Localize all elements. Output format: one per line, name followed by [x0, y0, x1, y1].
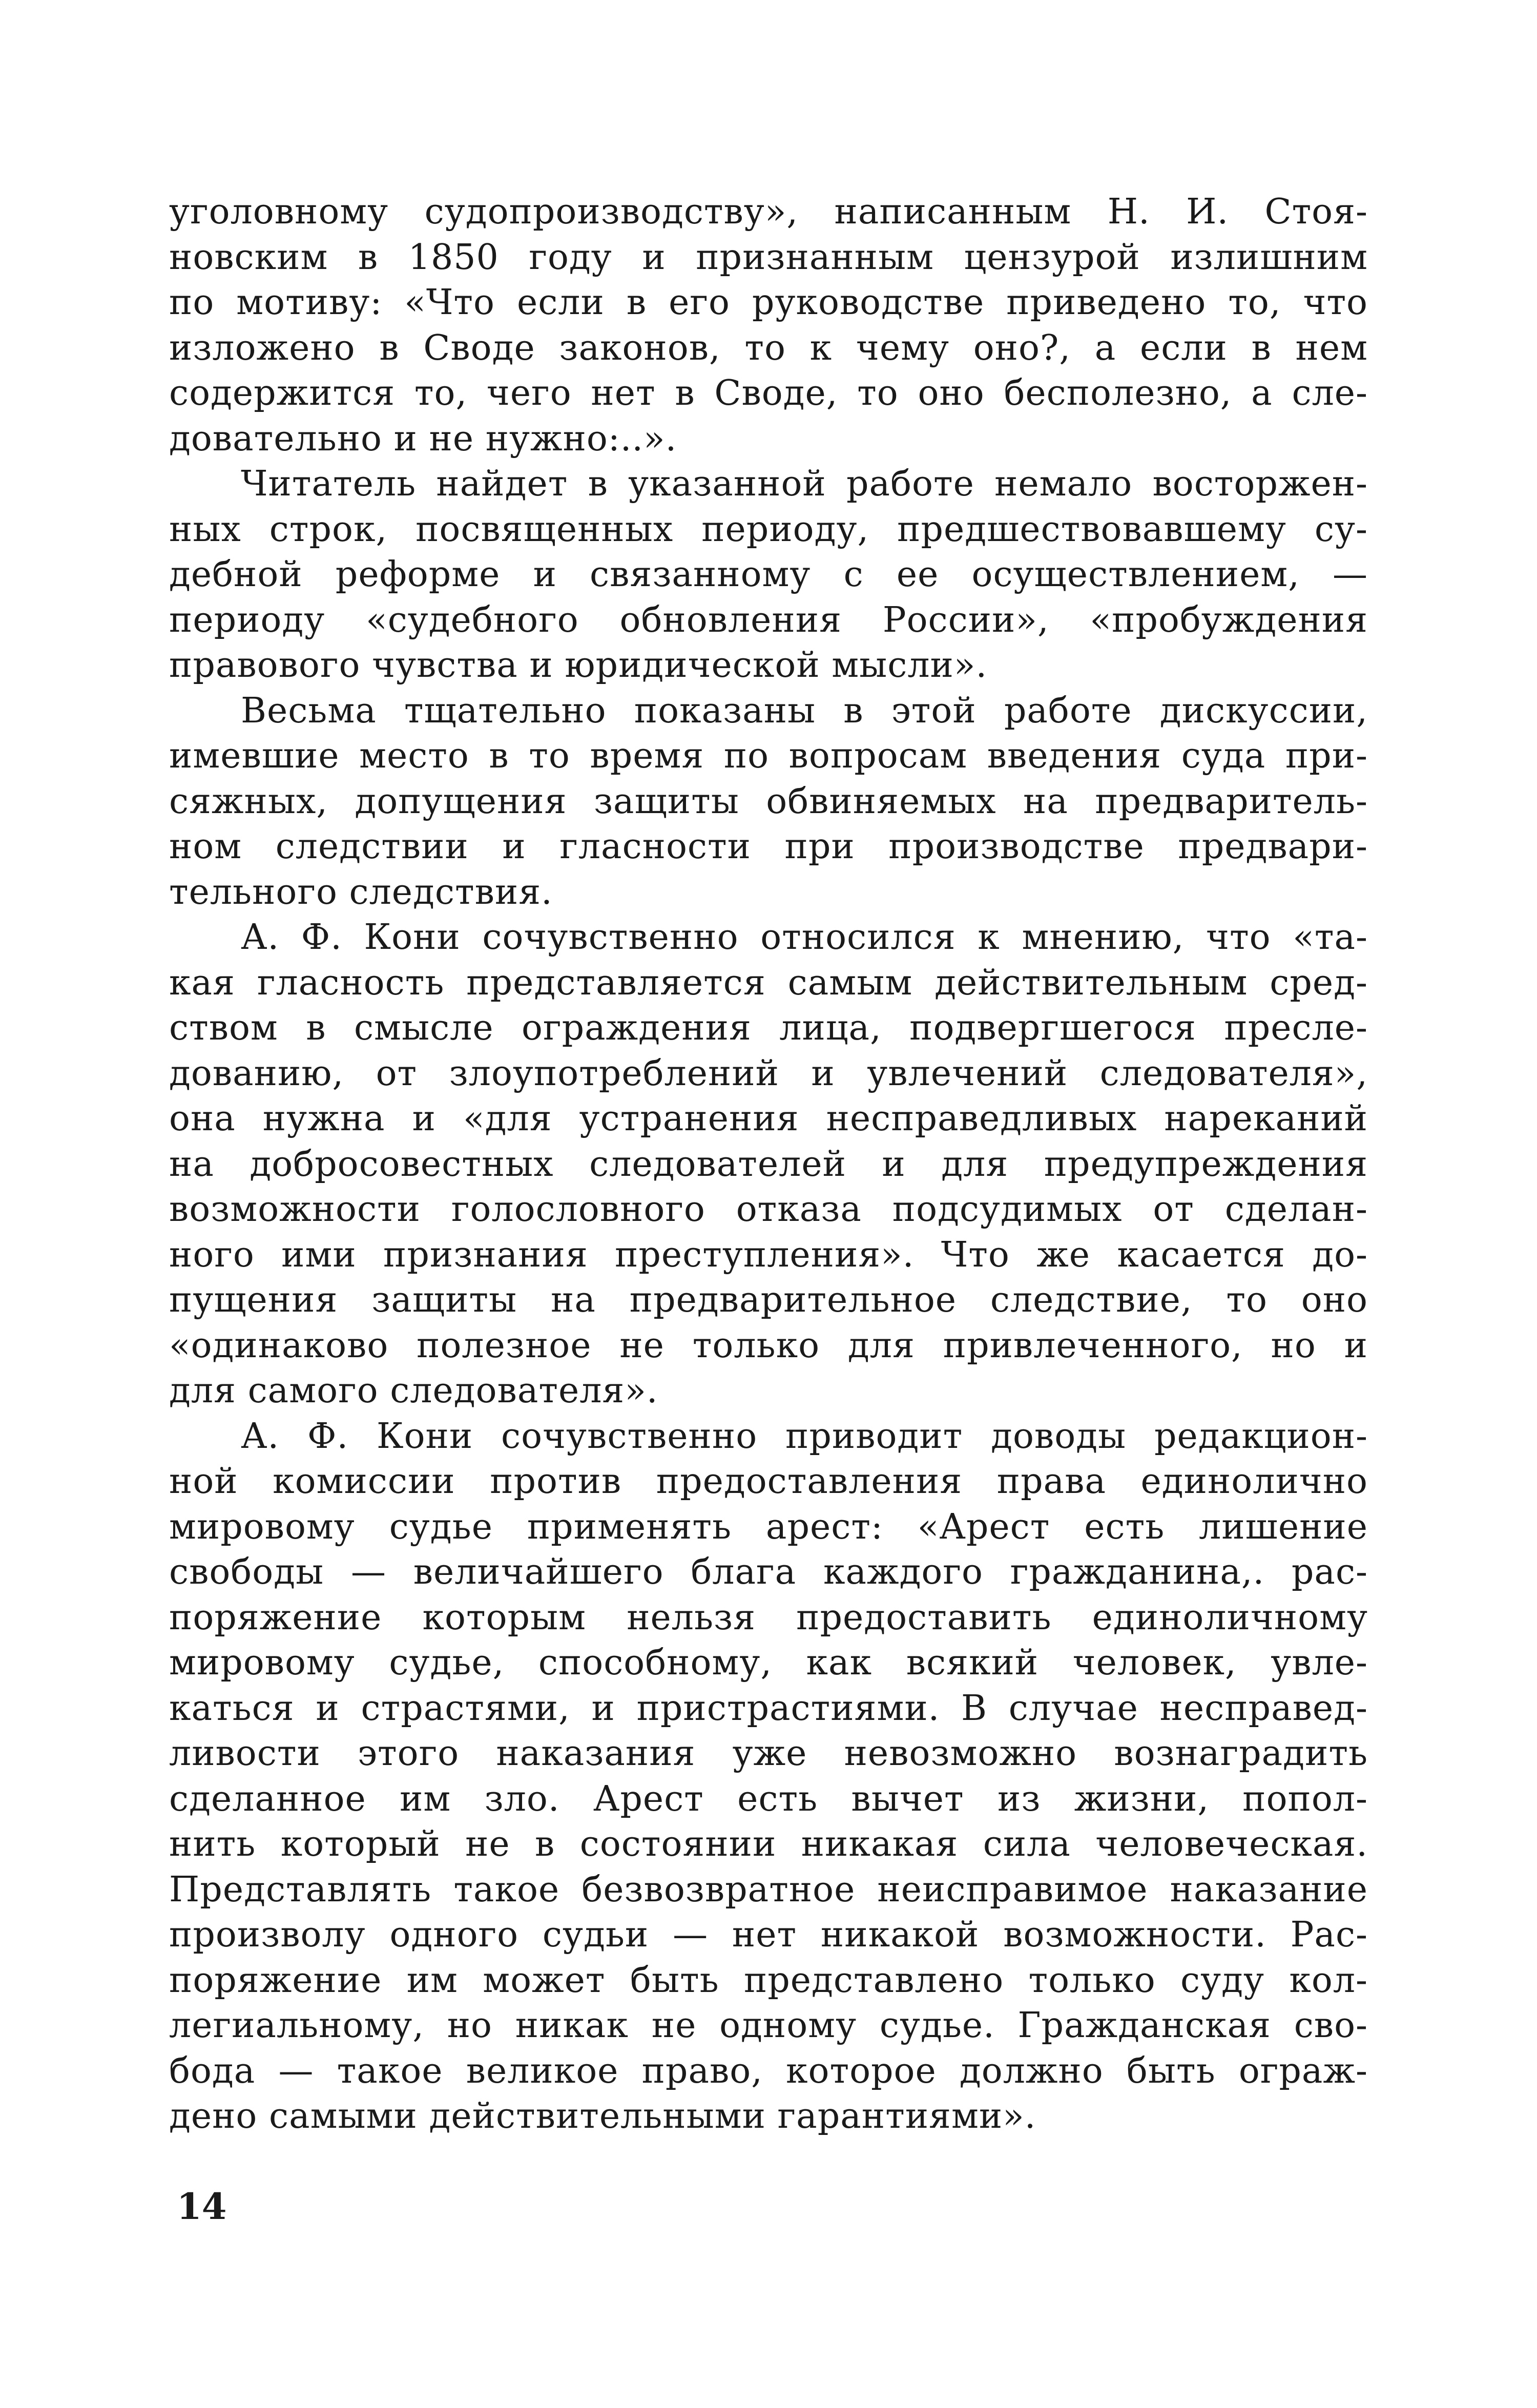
text-line: «одинаково полезное не только для привлеченного, но и [169, 1325, 1368, 1366]
text-line: мировому судье применять арест: «Арест есть лишение [169, 1506, 1368, 1547]
text-line: нить который не в состоянии никакая сила человеческая. [169, 1824, 1368, 1864]
text-line: дебной реформе и связанному с ее осуществлением, — [169, 554, 1368, 595]
text-line: бода — такое великое право, которое должно быть ограж- [169, 2050, 1368, 2091]
paragraph [169, 689, 1368, 916]
text-line: уголовному судопроизводству», написанным Н. И. Стоя- [169, 192, 1368, 232]
text-line: для самого следователя». [169, 1371, 658, 1411]
text-line: новским в 1850 году и признанным цензурой излишним [169, 237, 1368, 278]
text-line: сделанное им зло. Арест есть вычет из жизни, попол- [169, 1778, 1368, 1819]
text-line: каться и страстями, и пристрастиями. В случае несправед- [169, 1688, 1368, 1729]
text-line: сяжных, допущения защиты обвиняемых на предваритель- [169, 781, 1368, 822]
text-line: ливости этого наказания уже невозможно вознаградить [169, 1733, 1368, 1774]
text-line: она нужна и «для устранения несправедливых нареканий [169, 1098, 1368, 1139]
paragraph [169, 915, 1368, 1414]
text-line: довательно и не нужно:..». [169, 418, 677, 459]
text-line: возможности голословного отказа подсудимых от сделан- [169, 1189, 1368, 1230]
text-line: ной комиссии против предоставления права единолично [169, 1461, 1368, 1502]
text-line: дено самыми действительными гарантиями». [169, 2096, 1036, 2136]
text-line: Весьма тщательно показаны в этой работе дискуссии, [241, 690, 1368, 731]
paragraph [169, 462, 1368, 689]
text-line: тельного следствия. [169, 871, 553, 912]
text-line: мировому судье, способному, как всякий человек, увле- [169, 1643, 1368, 1683]
text-line: пущения защиты на предварительное следствие, то оно [169, 1280, 1368, 1320]
text-line: произволу одного судьи — нет никакой возможности. Рас- [169, 1915, 1368, 1955]
text-line: на добросовестных следователей и для предупреждения [169, 1144, 1368, 1185]
text-line: содержится то, чего нет в Своде, то оно бесполезно, а сле- [169, 373, 1368, 413]
page-body [169, 190, 1368, 2140]
paragraph [169, 1414, 1368, 2140]
text-line: А. Ф. Кони сочувственно относился к мнению, что «та- [241, 917, 1368, 958]
text-line: А. Ф. Кони сочувственно приводит доводы редакцион- [241, 1416, 1368, 1457]
text-line: по мотиву: «Что если в его руководстве приведено то, что [169, 282, 1368, 323]
text-line: кая гласность представляется самым действительным сред- [169, 962, 1368, 1003]
text-line: Читатель найдет в указанной работе немало восторжен- [241, 464, 1368, 504]
text-line: имевшие место в то время по вопросам введения суда при- [169, 736, 1368, 776]
text-line: правового чувства и юридической мысли». [169, 645, 988, 686]
text-line: легиальному, но никак не одному судье. Гражданская сво- [169, 2005, 1368, 2046]
text-line: периоду «судебного обновления России», «пробуждения [169, 599, 1368, 640]
text-line: поряжение которым нельзя предоставить единоличному [169, 1597, 1368, 1638]
text-line: ного ими признания преступления». Что же касается до- [169, 1234, 1368, 1275]
text-line: ных строк, посвященных периоду, предшествовавшему су- [169, 509, 1368, 550]
text-line: свободы — величайшего блага каждого гражданина,. рас- [169, 1552, 1368, 1592]
text-line: изложено в Своде законов, то к чему оно?, а если в нем [169, 327, 1368, 368]
paragraph [169, 190, 1368, 462]
page-number: 14 [177, 2185, 227, 2228]
text-line: ством в смысле ограждения лица, подвергшегося пресле- [169, 1008, 1368, 1048]
text-line: Представлять такое безвозвратное неисправимое наказание [169, 1869, 1368, 1910]
text-line: дованию, от злоупотреблений и увлечений следователя», [169, 1053, 1368, 1094]
text-line: поряжение им может быть представлено только суду кол- [169, 1960, 1368, 2001]
text-line: ном следствии и гласности при производстве предвари- [169, 826, 1368, 867]
